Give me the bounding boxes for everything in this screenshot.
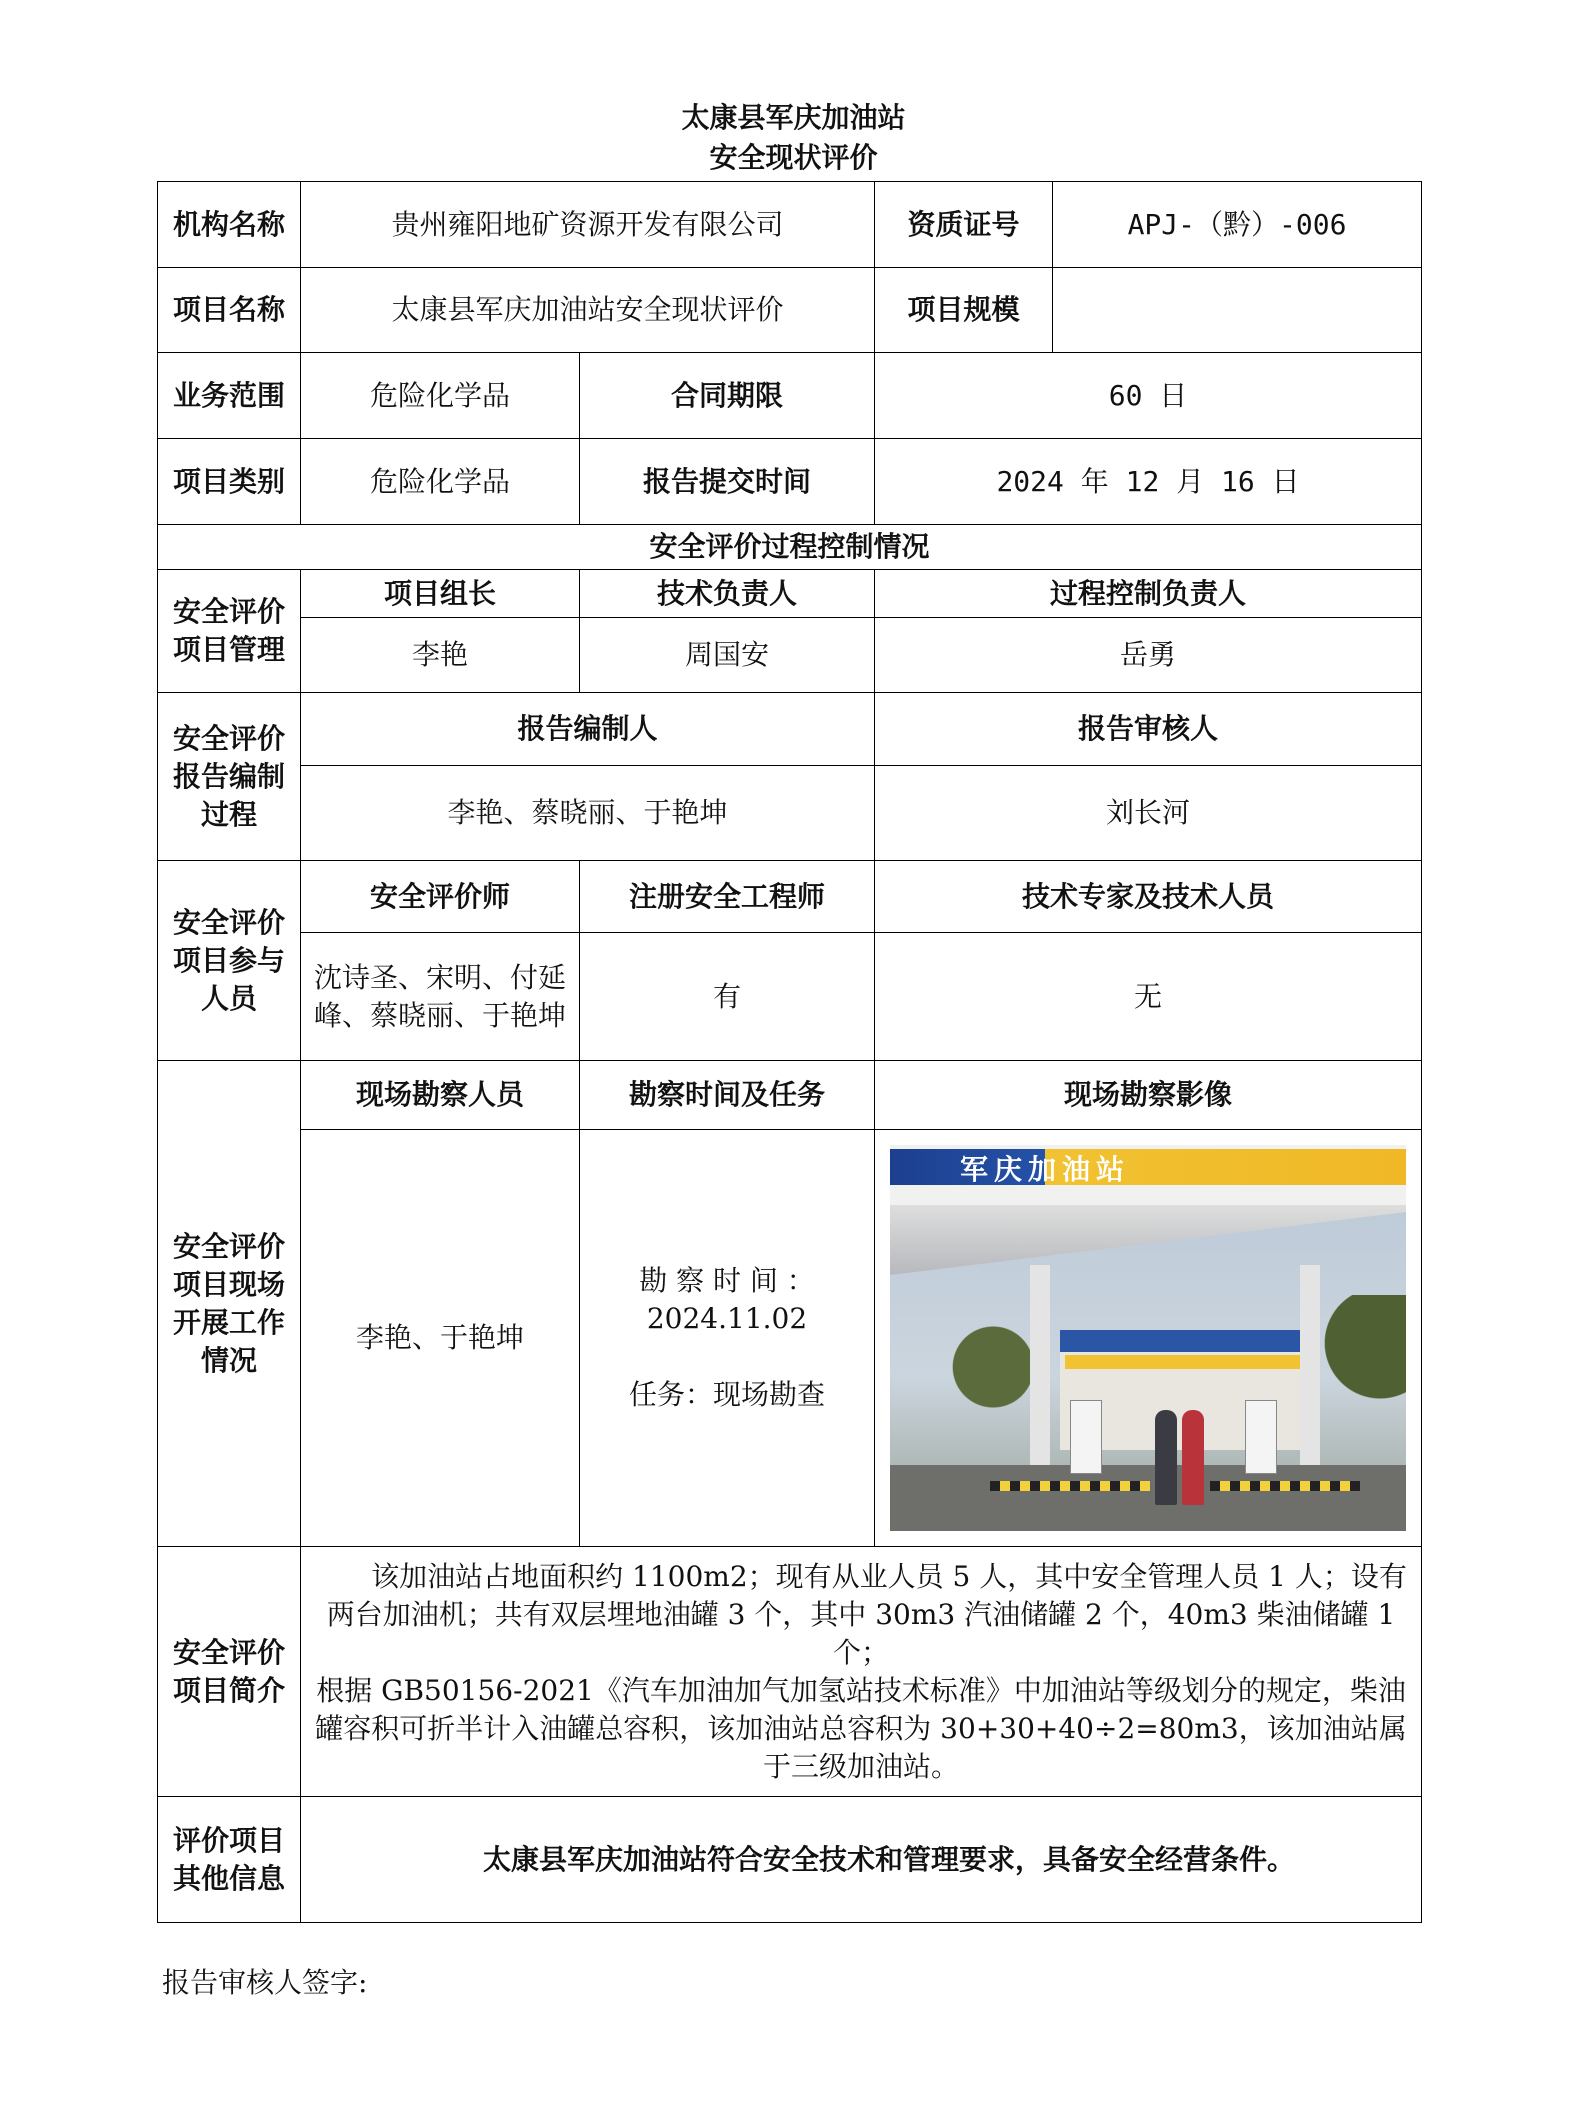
submit-value: 2024 年 12 月 16 日 [875, 439, 1422, 525]
type-value: 危险化学品 [301, 439, 580, 525]
engineer-header: 注册安全工程师 [580, 861, 875, 933]
expert-header: 技术专家及技术人员 [875, 861, 1422, 933]
control-header: 过程控制负责人 [875, 570, 1422, 618]
scope-value: 危险化学品 [301, 353, 580, 439]
cert-label: 资质证号 [875, 182, 1053, 268]
intro-paragraph-1: 该加油站占地面积约 1100m2；现有从业人员 5 人，其中安全管理人员 1 人；设有两台加油机；共有双层埋地油罐 3 个，其中 30m3 汽油储罐 2 个，40m3 柴油储罐 1 个； [326, 1559, 1407, 1669]
tech-value: 周国安 [580, 618, 875, 693]
tech-header: 技术负责人 [580, 570, 875, 618]
section-row [158, 525, 1422, 570]
survey-time-text: 勘 察 时 间 ：2024.11.02 [639, 1264, 815, 1335]
intro-text [301, 1547, 1422, 1797]
surveyors-value: 李艳、于艳坤 [301, 1130, 580, 1547]
survey-time-header: 勘察时间及任务 [580, 1061, 875, 1130]
site-photo [890, 1145, 1406, 1531]
cert-value: APJ-（黔）-006 [1053, 182, 1422, 268]
expert-value: 无 [875, 933, 1422, 1061]
compiler-header: 报告编制人 [301, 693, 875, 766]
mgmt-value-row [158, 618, 1422, 693]
leader-header: 项目组长 [301, 570, 580, 618]
site-header-row [158, 1061, 1422, 1130]
site-value-row [158, 1130, 1422, 1547]
participants-label: 安全评价项目参与人员 [158, 861, 301, 1061]
report-header-row [158, 693, 1422, 766]
engineer-value: 有 [580, 933, 875, 1061]
mgmt-header-row [158, 570, 1422, 618]
scope-label: 业务范围 [158, 353, 301, 439]
period-value: 60 日 [875, 353, 1422, 439]
project-label: 项目名称 [158, 268, 301, 353]
photo-canopy-sign: 军庆加油站 [960, 1153, 1131, 1186]
scale-label: 项目规模 [875, 268, 1053, 353]
document-subtitle: 安全现状评价 [709, 141, 878, 174]
participants-value-row [158, 933, 1422, 1061]
document-title: 太康县军庆加油站 [681, 101, 906, 134]
intro-label: 安全评价项目简介 [158, 1547, 301, 1797]
reviewer-header: 报告审核人 [875, 693, 1422, 766]
survey-task-text: 任务：现场勘查 [629, 1378, 826, 1411]
survey-time-cell [580, 1130, 875, 1547]
scope-row [158, 353, 1422, 439]
photo-cell [875, 1130, 1422, 1547]
control-value: 岳勇 [875, 618, 1422, 693]
evaluation-table [157, 181, 1422, 1923]
evaluator-header: 安全评价师 [301, 861, 580, 933]
process-section-title: 安全评价过程控制情况 [158, 525, 1422, 570]
reviewer-value: 刘长河 [875, 766, 1422, 861]
other-text: 太康县军庆加油站符合安全技术和管理要求，具备安全经营条件。 [301, 1797, 1422, 1923]
type-row [158, 439, 1422, 525]
project-row [158, 268, 1422, 353]
photo-header: 现场勘察影像 [875, 1061, 1422, 1130]
leader-value: 李艳 [301, 618, 580, 693]
scale-value [1053, 268, 1422, 353]
compilers-value: 李艳、蔡晓丽、于艳坤 [301, 766, 875, 861]
intro-paragraph-2: 根据 GB50156-2021《汽车加油加气加氢站技术标准》中加油站等级划分的规定，柴油罐容积可折半计入油罐总容积，该加油站总容积为 30+30+40÷2=80m3，该加油站属于三级加油站。 [315, 1673, 1407, 1783]
submit-label: 报告提交时间 [580, 439, 875, 525]
other-row [158, 1797, 1422, 1923]
type-label: 项目类别 [158, 439, 301, 525]
surveyor-header: 现场勘察人员 [301, 1061, 580, 1130]
other-label: 评价项目其他信息 [158, 1797, 301, 1923]
reviewer-signature-label: 报告审核人签字: [162, 1966, 368, 1999]
mgmt-label: 安全评价项目管理 [158, 570, 301, 693]
site-label: 安全评价项目现场开展工作情况 [158, 1061, 301, 1547]
participants-header-row [158, 861, 1422, 933]
period-label: 合同期限 [580, 353, 875, 439]
org-label: 机构名称 [158, 182, 301, 268]
intro-row [158, 1547, 1422, 1797]
report-value-row [158, 766, 1422, 861]
evaluators-value: 沈诗圣、宋明、付延峰、蔡晓丽、于艳坤 [301, 933, 580, 1061]
report-label: 安全评价报告编制过程 [158, 693, 301, 861]
org-row [158, 182, 1422, 268]
org-value: 贵州雍阳地矿资源开发有限公司 [301, 182, 875, 268]
project-value: 太康县军庆加油站安全现状评价 [301, 268, 875, 353]
